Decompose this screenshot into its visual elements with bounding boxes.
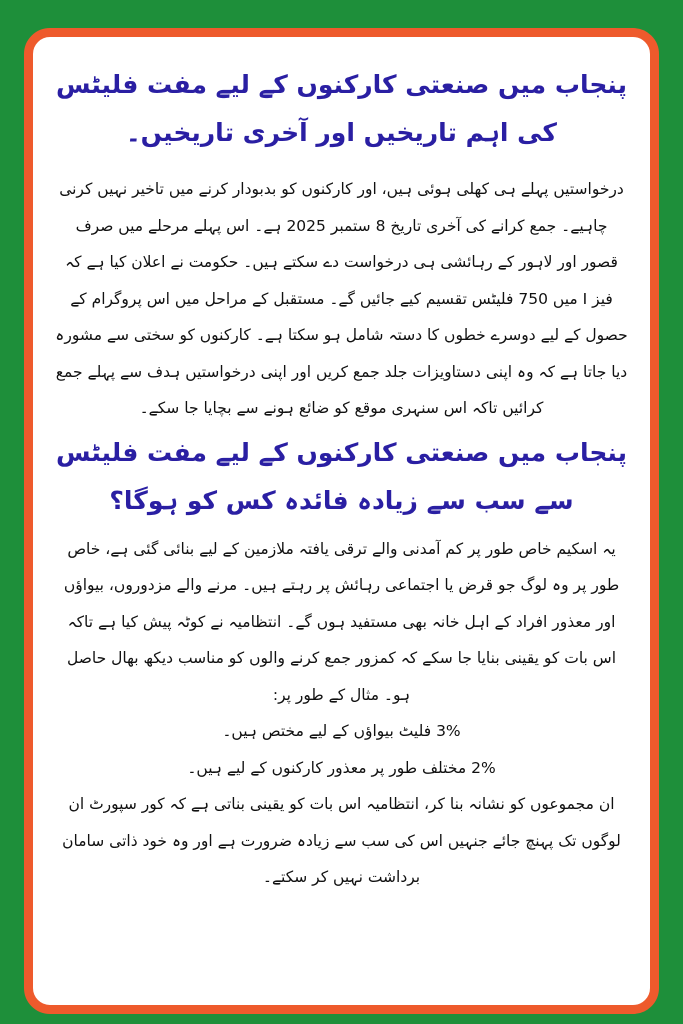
- paragraph-application-dates: درخواستیں پہلے ہی کھلی ہوئی ہیں، اور کارکنوں کو بدبودار کرنے میں تاخیر نہیں کرنی چاہیے۔ جمع کرانے کی آخری تاریخ 8 ستمبر 2025 ہے۔ اس پہلے مرحلے میں صرف قصور اور لاہور کے رہائشی ہی درخواست دے سکتے ہیں۔ حکومت نے اعلان کیا ہے کہ فیز I میں 750 فلیٹس تقسیم کیے جائیں گے۔ مستقبل کے مراحل میں اس پروگرام کے حصول کے لیے دوسرے خطوں کا دستہ شامل ہو سکتا ہے۔ کارکنوں کو سختی سے مشورہ دیا جاتا ہے کہ وہ اپنی دستاویزات جلد جمع کریں اور اپنی درخواستیں ہدف سے پہلے جمع کرائیں تاکہ اس سنہری موقع کو ضائع ہونے سے بچایا جا سکے۔: [55, 180, 628, 417]
- heading-important-dates: پنجاب میں صنعتی کارکنوں کے لیے مفت فلیٹس کی اہم تاریخیں اور آخری تاریخیں۔: [56, 70, 627, 147]
- quota-disabled-workers: 2% مختلف طور پر معذور کارکنوں کے لیے ہیں۔: [187, 758, 496, 777]
- paragraph-conclusion: ان مجموعوں کو نشانہ بنا کر، انتظامیہ اس بات کو یقینی بناتی ہے کہ کور سپورٹ ان لوگوں تک پہنچ جائے جنہیں اس کی سب سے زیادہ ضرورت ہے اور وہ خود ذاتی سامان برداشت نہیں کر سکتے۔: [62, 795, 621, 886]
- quota-widows: 3% فلیٹ بیواؤں کے لیے مختص ہیں۔: [222, 722, 461, 740]
- heading-who-benefits: پنجاب میں صنعتی کارکنوں کے لیے مفت فلیٹس سے سب سے زیادہ فائدہ کس کو ہوگا؟: [56, 437, 627, 515]
- article-content: [33, 37, 650, 1005]
- article-card: [24, 28, 659, 1014]
- paragraph-scheme-eligibility: یہ اسکیم خاص طور پر کم آمدنی والے ترقی یافتہ ملازمین کے لیے بنائی گئی ہے، خاص طور پر وہ لوگ جو قرض یا اجتماعی رہائش پر رہتے ہیں۔ مرنے والے مزدوروں، بیواؤں اور معذور افراد کے اہل خانہ بھی مستفید ہوں گے۔ انتظامیہ نے کوٹہ پیش کیا ہے تاکہ اس بات کو یقینی بنایا جا سکے کہ کمزور جمع کرنے والوں کو مناسب دیکھ بھال حاصل ہو۔ مثال کے طور پر:: [63, 539, 620, 704]
